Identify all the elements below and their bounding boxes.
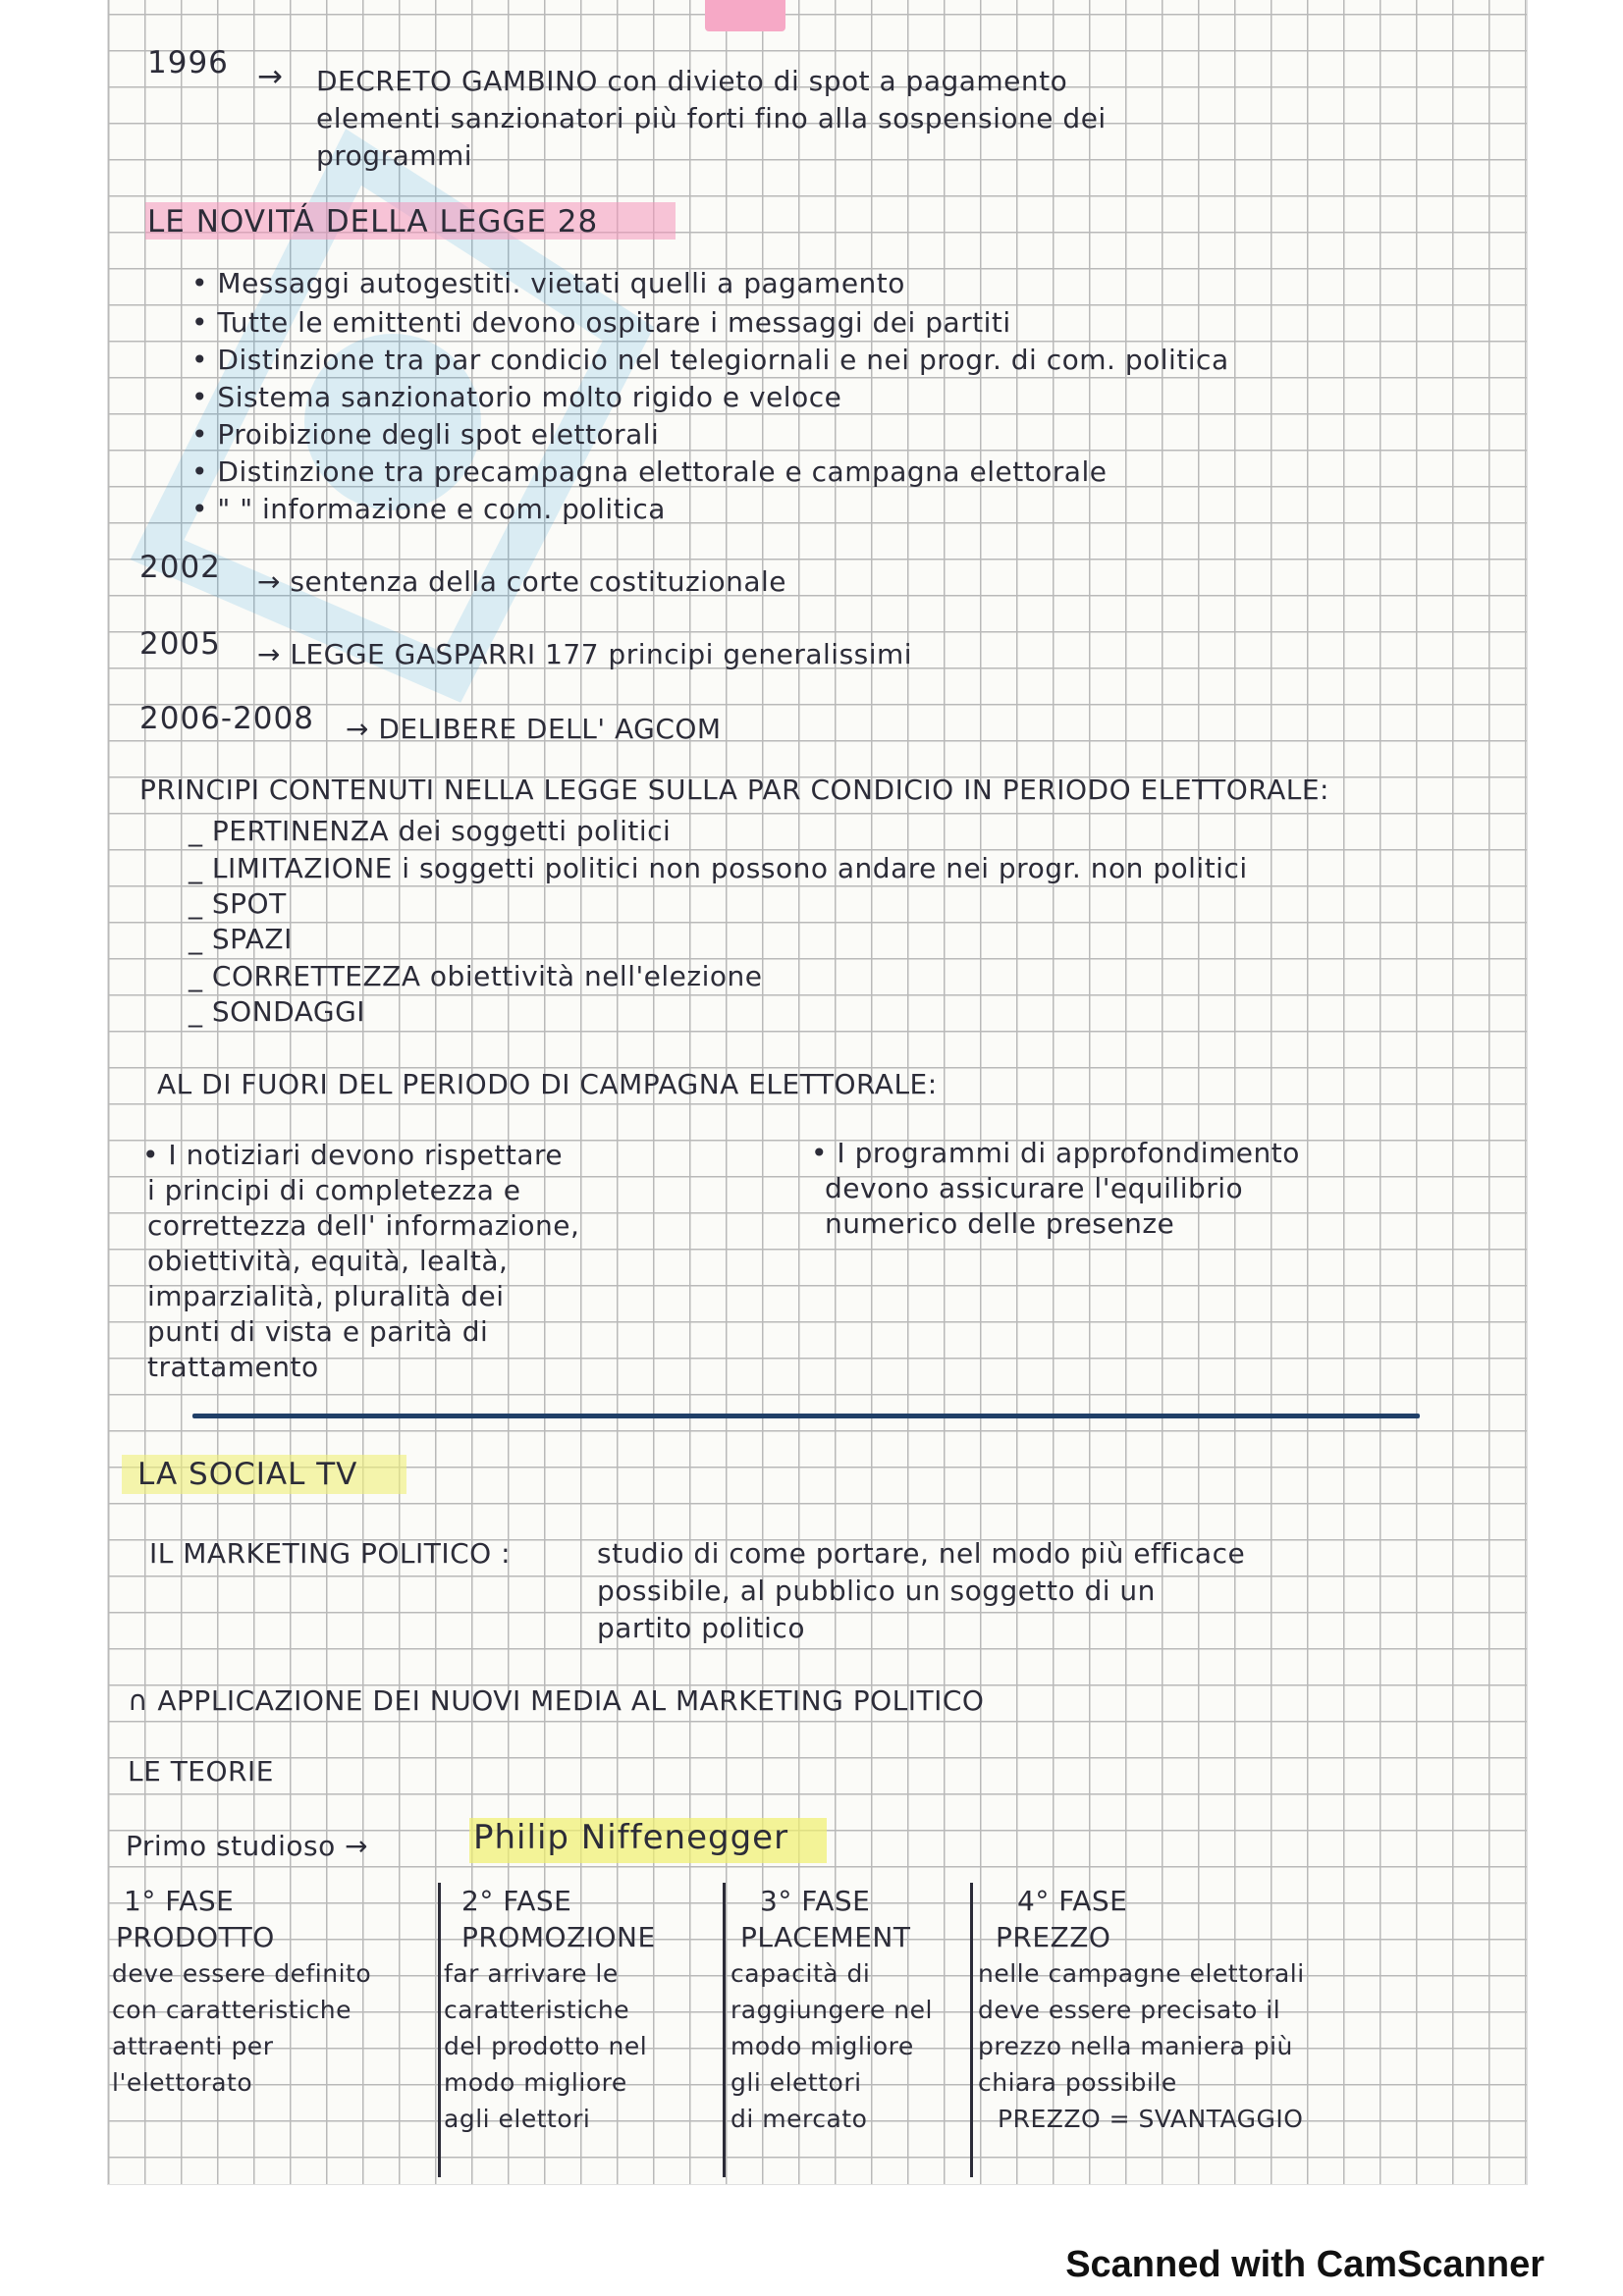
fase-line: nelle campagne elettorali	[978, 1959, 1305, 1988]
section-divider	[192, 1414, 1420, 1418]
applicazione-line: ∩ APPLICAZIONE DEI NUOVI MEDIA AL MARKETING POLITICO	[128, 1684, 985, 1717]
fase-line: caratteristiche	[444, 1996, 630, 2024]
teorie-title: LE TEORIE	[128, 1755, 274, 1788]
novita-title: LE NOVITÁ DELLA LEGGE 28	[147, 204, 599, 240]
decreto-line-1: DECRETO GAMBINO con divieto di spot a pagamento	[316, 65, 1068, 97]
fase-line: agli elettori	[444, 2105, 591, 2133]
fase-column	[444, 1883, 721, 2137]
fase-line: deve essere definito	[112, 1959, 372, 1988]
fase-title: 2° FASE	[461, 1885, 572, 1917]
principi-item: _ SONDAGGI	[189, 995, 366, 1028]
fase-title: 4° FASE	[1017, 1885, 1128, 1917]
marketing-def-line: studio di come portare, nel modo più efficace	[597, 1537, 1246, 1570]
fase-title: 1° FASE	[124, 1885, 235, 1917]
principi-item: _ SPAZI	[189, 923, 293, 955]
novita-item: • Sistema sanzionatorio molto rigido e veloce	[191, 381, 842, 413]
novita-item: • Distinzione tra precampagna elettorale e campagna elettorale	[191, 455, 1108, 488]
novita-item: • Tutte le emittenti devono ospitare i messaggi dei partiti	[191, 306, 1011, 339]
fase-line: deve essere precisato il	[978, 1996, 1281, 2024]
fase-line: capacità di	[730, 1959, 871, 1988]
fuori-right-line: devono assicurare l'equilibrio	[825, 1172, 1244, 1204]
fuori-left-line: trattamento	[147, 1351, 319, 1383]
fase-column	[730, 1883, 968, 2137]
decreto-line-2: elementi sanzionatori più forti fino alla sospensione dei	[316, 102, 1107, 134]
fase-line: modo migliore	[444, 2068, 627, 2097]
camscanner-footer: Scanned with CamScanner	[1065, 2244, 1544, 2285]
fase-line: del prodotto nel	[444, 2032, 648, 2060]
fuori-left-line: • I notiziari devono rispettare	[142, 1139, 564, 1171]
principi-item: _ PERTINENZA dei soggetti politici	[189, 815, 672, 847]
fase-line: attraenti per	[112, 2032, 274, 2060]
primo-studioso-name: Philip Niffenegger	[473, 1818, 789, 1857]
timeline-text: → LEGGE GASPARRI 177 principi generalissimi	[257, 638, 913, 670]
fuori-right-line: numerico delle presenze	[825, 1207, 1175, 1240]
timeline-year: 2005	[139, 626, 221, 662]
marketing-def-line: partito politico	[597, 1612, 805, 1644]
fuori-left-line: imparzialità, pluralità dei	[147, 1280, 505, 1312]
novita-item: • Proibizione degli spot elettorali	[191, 418, 660, 451]
timeline-text: → DELIBERE DELL' AGCOM	[346, 713, 722, 745]
fuori-title: AL DI FUORI DEL PERIODO DI CAMPAGNA ELETTORALE:	[157, 1068, 938, 1100]
arrow: →	[257, 59, 284, 94]
fase-title: 3° FASE	[760, 1885, 871, 1917]
principi-item: _ SPOT	[189, 887, 287, 920]
fase-name: PRODOTTO	[116, 1921, 275, 1953]
fase-name: PREZZO	[996, 1921, 1111, 1953]
decreto-line-3: programmi	[316, 139, 473, 172]
principi-item: _ LIMITAZIONE i soggetti politici non possono andare nei progr. non politici	[189, 852, 1248, 884]
fase-line: chiara possibile	[978, 2068, 1177, 2097]
novita-item: • " " informazione e com. politica	[191, 493, 666, 525]
timeline-text: → sentenza della corte costituzionale	[257, 565, 787, 598]
fuori-right-line: • I programmi di approfondimento	[811, 1137, 1300, 1169]
primo-studioso-label: Primo studioso →	[126, 1830, 369, 1862]
fuori-left-line: obiettività, equità, lealtà,	[147, 1245, 509, 1277]
fase-line: PREZZO = SVANTAGGIO	[998, 2105, 1304, 2133]
fase-line: di mercato	[730, 2105, 868, 2133]
fase-line: con caratteristiche	[112, 1996, 352, 2024]
fase-column	[112, 1883, 436, 2101]
marketing-def-line: possibile, al pubblico un soggetto di un	[597, 1575, 1156, 1607]
fuori-left-line: i principi di completezza e	[147, 1174, 521, 1206]
social-tv-title: LA SOCIAL TV	[137, 1457, 358, 1492]
marketing-label: IL MARKETING POLITICO :	[149, 1537, 512, 1570]
timeline-year: 2002	[139, 550, 221, 585]
fase-name: PLACEMENT	[740, 1921, 911, 1953]
fase-line: l'elettorato	[112, 2068, 253, 2097]
fase-line: modo migliore	[730, 2032, 914, 2060]
fase-line: prezzo nella maniera più	[978, 2032, 1293, 2060]
fuori-left-line: correttezza dell' informazione,	[147, 1209, 580, 1242]
fase-line: raggiungere nel	[730, 1996, 933, 2024]
year-1996: 1996	[147, 45, 229, 80]
fase-line: gli elettori	[730, 2068, 862, 2097]
fase-line: far arrivare le	[444, 1959, 619, 1988]
timeline-year: 2006-2008	[139, 701, 314, 736]
fase-column	[978, 1883, 1430, 2137]
novita-item: • Distinzione tra par condicio nel telegiornali e nei progr. di com. politica	[191, 344, 1229, 376]
fase-name: PROMOZIONE	[461, 1921, 656, 1953]
fuori-left-line: punti di vista e parità di	[147, 1315, 489, 1348]
page-tab-marker	[705, 0, 785, 31]
principi-title: PRINCIPI CONTENUTI NELLA LEGGE SULLA PAR CONDICIO IN PERIODO ELETTORALE:	[139, 774, 1329, 806]
novita-item: • Messaggi autogestiti. vietati quelli a pagamento	[191, 267, 905, 299]
principi-item: _ CORRETTEZZA obiettività nell'elezione	[189, 960, 763, 992]
